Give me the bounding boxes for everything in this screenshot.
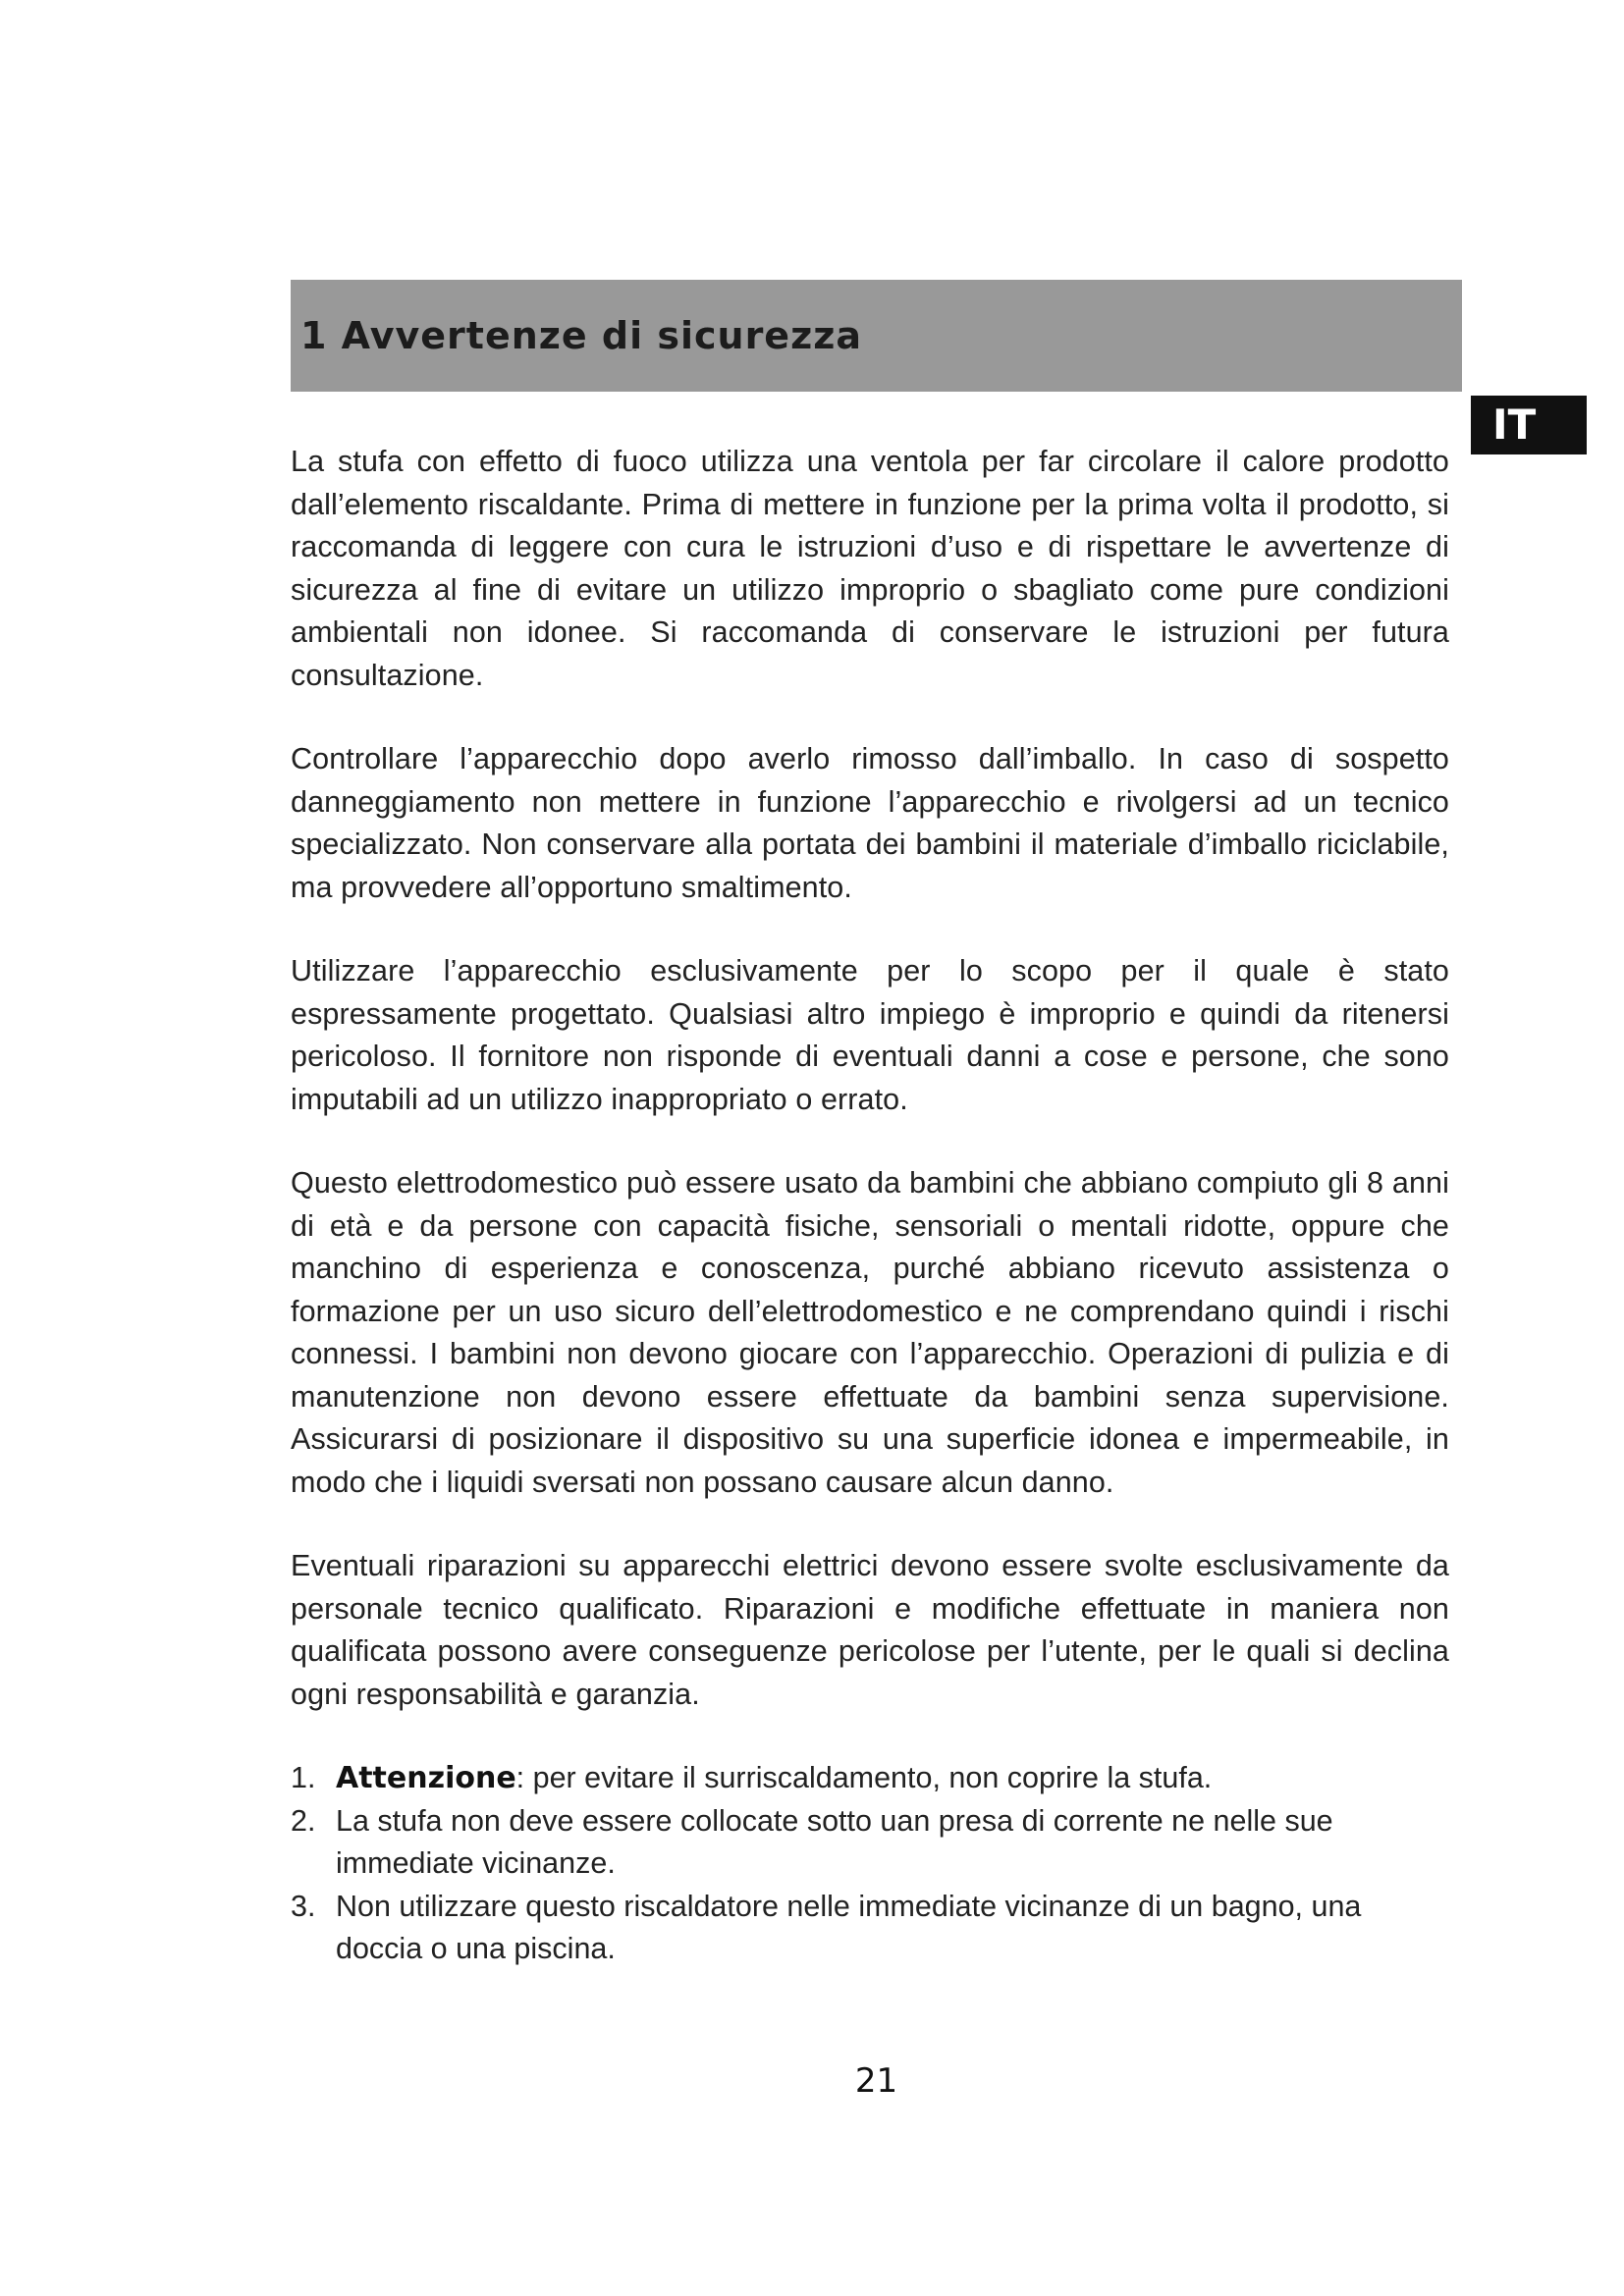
paragraph-intro: La stufa con effetto di fuoco utilizza una ventola per far circolare il calore prodotto dall’elemento riscaldante. Prima di mettere in funzione per la prima volta il prodotto, si raccomanda di leggere con cura le istruzioni d’uso e di rispettare le avvertenze di sicurezza al fine di evitare un utilizzo improprio o sbagliato come pure condizioni ambientali non idonee. Si raccomanda di conservare le istruzioni per futura consultazione. [291, 445, 1449, 692]
attention-label: Attenzione [336, 1761, 516, 1795]
page-number: 21 [854, 2061, 898, 2101]
list-item [291, 1886, 1449, 1971]
paragraph-unpacking: Controllare l’apparecchio dopo averlo rimosso dall’imballo. In caso di sospetto danneggiamento non mettere in funzione l’apparecchio e rivolgersi ad un tecnico specializzato. Non conservare alla portata dei bambini il materiale d’imballo riciclabile, ma provvedere all’opportuno smaltimento. [291, 742, 1449, 904]
safety-notes-list [291, 1757, 1449, 1971]
list-item-text: Non utilizzare questo riscaldatore nelle immediate vicinanze di un bagno, una doccia o una piscina. [336, 1889, 1362, 1965]
list-item-text: : per evitare il surriscaldamento, non coprire la stufa. [515, 1761, 1213, 1794]
list-item-number: 1. [291, 1761, 316, 1794]
section-header [291, 280, 1462, 392]
list-item-number: 3. [291, 1889, 316, 1923]
list-item [291, 1757, 1449, 1800]
section-title: 1 Avvertenze di sicurezza [300, 314, 862, 357]
document-body [291, 441, 1449, 1971]
paragraph-intended-use: Utilizzare l’apparecchio esclusivamente per lo scopo per il quale è stato espressamente progettato. Qualsiasi altro impiego è improprio e quindi da ritenersi pericoloso. Il fornitore non risponde di eventuali danni a cose e persone, che sono imputabili ad un utilizzo inappropriato o errato. [291, 954, 1449, 1116]
list-item-number: 2. [291, 1803, 316, 1838]
list-item [291, 1800, 1449, 1886]
paragraph-children: Questo elettrodomestico può essere usato da bambini che abbiano compiuto gli 8 anni di età e da persone con capacità fisiche, sensoriali o mentali ridotte, oppure che manchino di esperienza e conoscenza, purché abbiano ricevuto assistenza o formazione per un uso sicuro dell’elettrodomestico e ne comprendano quindi i rischi connessi. I bambini non devono giocare con l’apparecchio. Operazioni di pulizia e di manutenzione non devono essere effettuate da bambini senza supervisione. Assicurarsi di posizionare il dispositivo su una superficie idonea e impermeabile, in modo che i liquidi sversati non possano causare alcun danno. [291, 1166, 1449, 1499]
language-tab: IT [1471, 396, 1587, 454]
list-item-text: La stufa non deve essere collocate sotto uan presa di corrente ne nelle sue immediate vicinanze. [336, 1803, 1333, 1880]
paragraph-repairs: Eventuali riparazioni su apparecchi elettrici devono essere svolte esclusivamente da personale tecnico qualificato. Riparazioni e modifiche effettuate in maniera non qualificata possono avere conseguenze pericolose per l’utente, per le quali si declina ogni responsabilità e garanzia. [291, 1549, 1449, 1711]
